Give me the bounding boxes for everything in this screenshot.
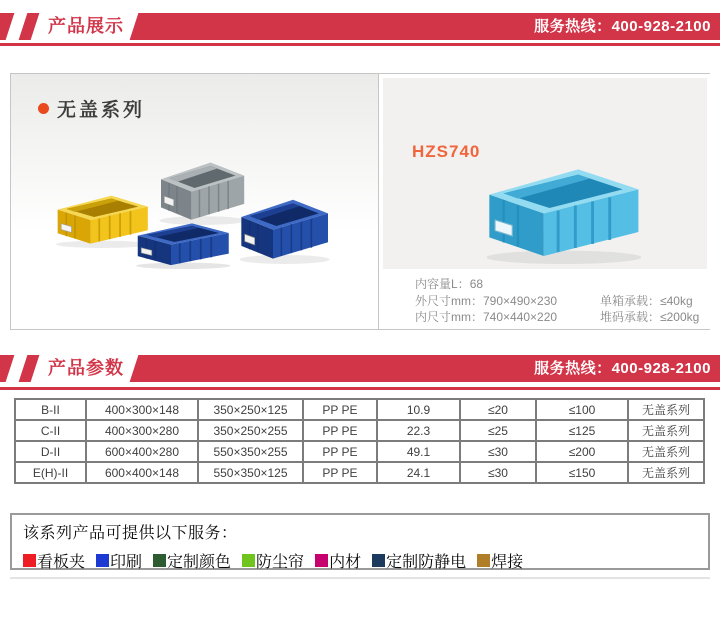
spec-outer (415, 292, 693, 309)
legend-item (477, 549, 523, 572)
swatch-navy-icon (372, 554, 385, 567)
services-legend (23, 549, 697, 572)
swatch-red-icon (23, 554, 36, 567)
cell-stack-load: ≤200 (536, 441, 628, 462)
cell-outer-size: 400×300×280 (86, 420, 198, 441)
series-label: 无盖系列 (57, 100, 146, 121)
swatch-magenta-icon (315, 554, 328, 567)
cell-inner-size: 350×250×255 (198, 420, 303, 441)
legend-item (372, 549, 466, 572)
legend-label: 内材 (329, 554, 362, 571)
cell-volume: 49.1 (377, 441, 460, 462)
cell-model: C-II (15, 420, 86, 441)
cell-material: PP PE (303, 399, 377, 420)
cell-outer-size: 400×300×148 (86, 399, 198, 420)
bottom-shadow-line (10, 577, 710, 579)
cell-model: E(H)-II (15, 462, 86, 483)
cell-inner-size: 350×250×125 (198, 399, 303, 420)
services-intro: 该系列产品可提供以下服务： (23, 525, 238, 542)
cell-series: 无盖系列 (628, 399, 704, 420)
cell-material: PP PE (303, 462, 377, 483)
model-detail-panel (378, 74, 711, 329)
cell-load: ≤30 (460, 462, 536, 483)
crate-blue-small-image (129, 215, 234, 269)
series-image-panel (11, 74, 378, 329)
cell-volume: 22.3 (377, 420, 460, 441)
spec-outer-value: 790×490×230 (483, 294, 558, 308)
bullet-icon (38, 103, 49, 114)
cell-inner-size: 550×350×125 (198, 462, 303, 483)
cell-model: D-II (15, 441, 86, 462)
legend-item (23, 549, 85, 572)
legend-label: 焊接 (491, 554, 524, 571)
cell-stack-load: ≤100 (536, 399, 628, 420)
cell-load: ≤20 (460, 399, 536, 420)
banner-title: 产品展示 (48, 16, 124, 36)
spec-inner-value: 740×440×220 (483, 310, 558, 324)
cell-model: B-II (15, 399, 86, 420)
legend-label: 看板夹 (37, 554, 86, 571)
spec-single-load: 单箱承载：≤40kg (600, 294, 693, 308)
cell-series: 无盖系列 (628, 462, 704, 483)
legend-item (315, 549, 361, 572)
crate-lightblue-image (475, 152, 647, 264)
cell-volume: 24.1 (377, 462, 460, 483)
spec-inner (415, 308, 700, 325)
service-hotline: 服务热线：400-928-2100 (534, 18, 711, 35)
cell-load: ≤25 (460, 420, 536, 441)
product-display-panel (10, 73, 710, 330)
swatch-darkgreen-icon (153, 554, 166, 567)
spec-capacity-value: 68 (469, 277, 484, 291)
cell-material: PP PE (303, 420, 377, 441)
cell-series: 无盖系列 (628, 441, 704, 462)
banner-product-parameters (0, 355, 720, 382)
table-row (15, 420, 704, 441)
legend-label: 定制防静电 (386, 554, 467, 571)
spec-inner-label: 内尺寸mm： (415, 310, 483, 324)
cell-inner-size: 550×350×255 (198, 441, 303, 462)
legend-item (153, 549, 231, 572)
service-hotline: 服务热线：400-928-2100 (534, 360, 711, 377)
cell-stack-load: ≤150 (536, 462, 628, 483)
swatch-blue-icon (96, 554, 109, 567)
model-name: HZS740 (412, 142, 481, 161)
divider-line (0, 43, 720, 46)
legend-label: 印刷 (110, 554, 143, 571)
parameters-table (14, 398, 705, 484)
table-row (15, 462, 704, 483)
crate-blue-large-image (233, 188, 333, 264)
banner-title: 产品参数 (48, 358, 124, 378)
spec-capacity (415, 275, 483, 292)
legend-item (242, 549, 304, 572)
cell-outer-size: 600×400×148 (86, 462, 198, 483)
spec-capacity-label: 内容量L： (415, 277, 470, 291)
spec-outer-label: 外尺寸mm： (415, 294, 483, 308)
legend-label: 防尘帘 (256, 554, 305, 571)
banner-product-display (0, 13, 720, 40)
swatch-brown-icon (477, 554, 490, 567)
cell-volume: 10.9 (377, 399, 460, 420)
legend-item (96, 549, 142, 572)
swatch-green-icon (242, 554, 255, 567)
cell-stack-load: ≤125 (536, 420, 628, 441)
divider-line (0, 387, 720, 390)
cell-series: 无盖系列 (628, 420, 704, 441)
legend-label: 定制颜色 (167, 554, 232, 571)
services-box (10, 513, 710, 570)
cell-material: PP PE (303, 441, 377, 462)
cell-load: ≤30 (460, 441, 536, 462)
model-image-block (383, 78, 707, 269)
spec-stack-load: 堆码承载：≤200kg (600, 310, 700, 324)
cell-outer-size: 600×400×280 (86, 441, 198, 462)
table-row (15, 399, 704, 420)
table-row (15, 441, 704, 462)
